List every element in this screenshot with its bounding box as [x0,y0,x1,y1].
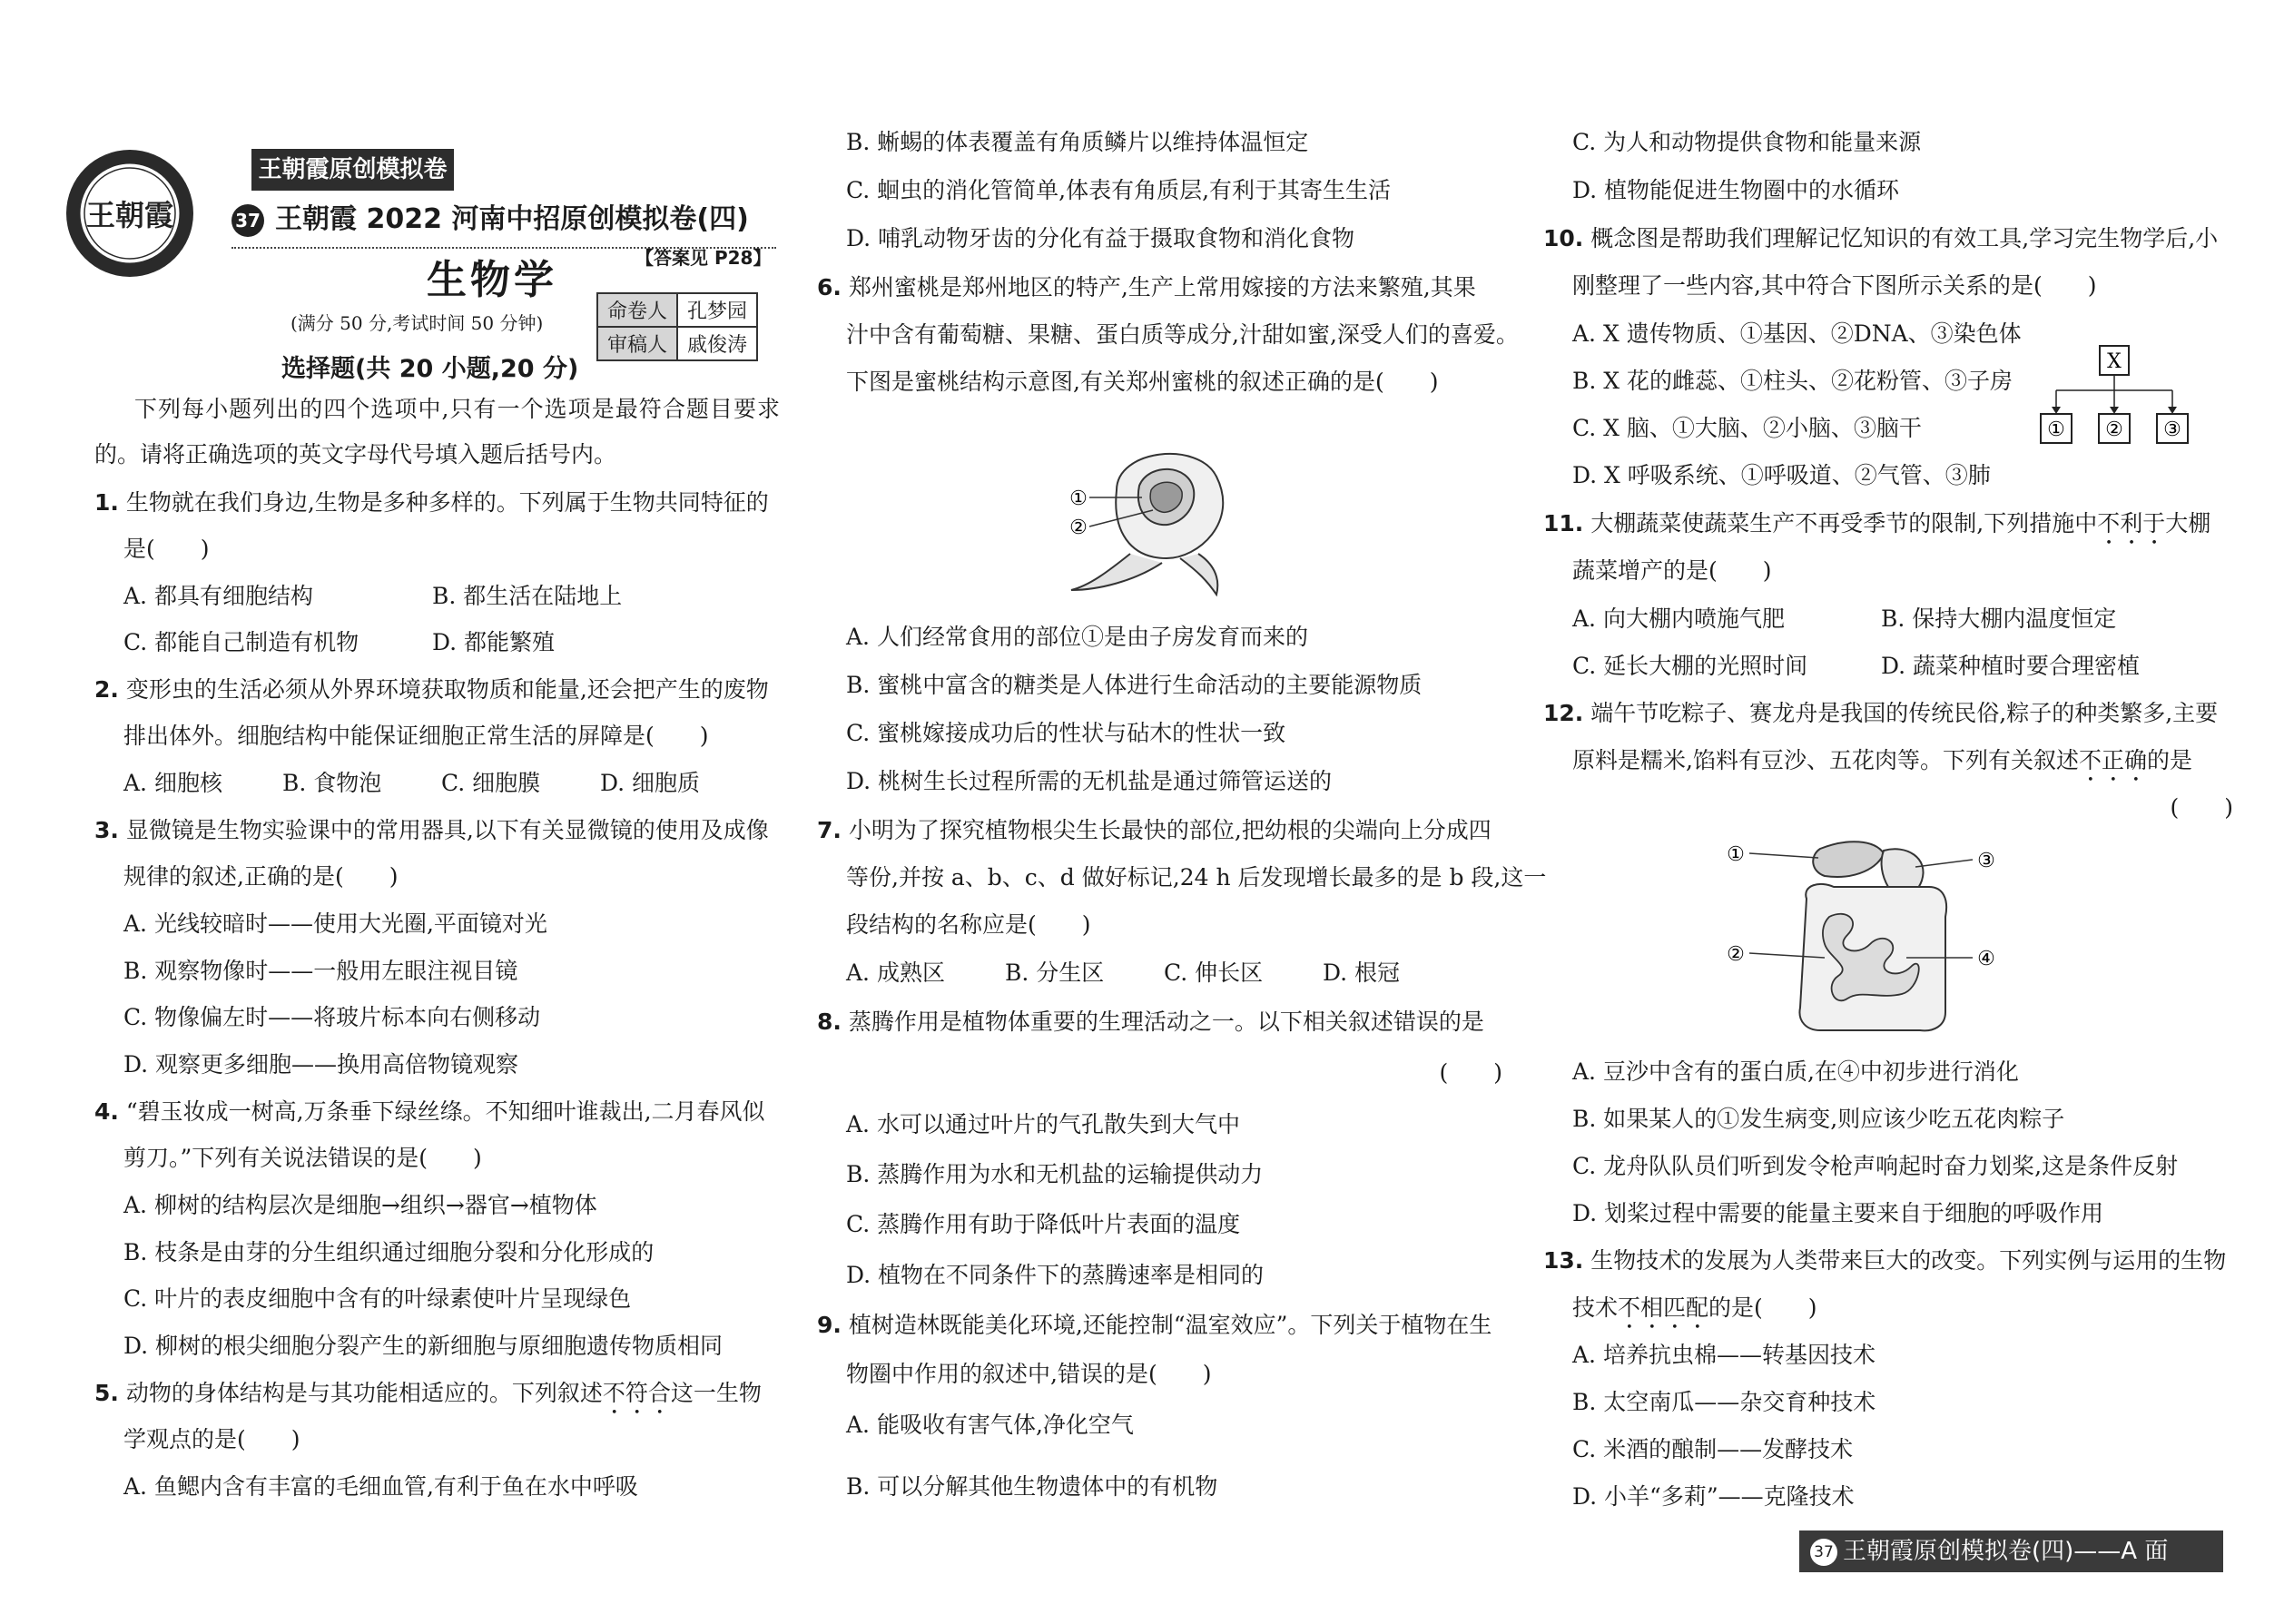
option-b: B. 蜜桃中富含的糖类是人体进行生命活动的主要能源物质 [846,672,1423,698]
option-b: B. 都生活在陆地上 [432,583,623,609]
option-d: D. 根冠 [1323,960,1401,986]
digestive-label-2: ② [1727,943,1745,966]
question-number: 10. [1543,225,1584,251]
diagram-child: ② [2105,418,2123,441]
option-b: B. 保持大棚内温度恒定 [1881,605,2117,632]
option-a: A. 豆沙中含有的蛋白质,在④中初步进行消化 [1572,1058,2019,1085]
digestive-label-3: ③ [1977,850,1995,872]
instructions-line: 的。请将正确选项的英文字母代号填入题后括号内。 [94,441,617,468]
option-b: B. X 花的雌蕊、①柱头、②花粉管、③子房 [1572,368,2013,394]
question-text: 的是 [2146,747,2192,773]
question-text-cont: 规律的叙述,正确的是( ) [123,863,399,890]
question-13 [1543,1245,2233,1276]
option-b: B. 枝条是由芽的分生组织通过细胞分裂和分化形成的 [123,1239,655,1265]
emphasis-text: 不符合 [602,1380,671,1406]
diagram-child: ③ [2163,418,2181,441]
series-badge: 37 [231,204,264,237]
brand-tag: 王朝霞原创模拟卷 [251,149,454,191]
option-b: B. 如果某人的①发生病变,则应该少吃五花肉粽子 [1572,1106,2065,1132]
question-number: 13. [1543,1247,1584,1274]
question-8 [817,1007,1502,1038]
digestive-label-1: ① [1727,843,1745,866]
options-row [94,581,780,612]
option-c: C. 米酒的酿制——发酵技术 [1572,1436,1854,1462]
option-c: C. 叶片的表皮细胞中含有的叶绿素使叶片呈现绿色 [123,1285,632,1312]
option-d: D. 柳树的根尖细胞分裂产生的新细胞与原细胞遗传物质相同 [123,1333,724,1359]
option-d: D. 桃树生长过程所需的无机盐是通过筛管运送的 [846,768,1333,794]
option-b: B. 分生区 [1005,960,1105,986]
options-row [94,768,780,799]
question-text: “碧玉妆成一树高,万条垂下绿丝绦。不知细叶谁裁出,二月春风似 [125,1098,765,1125]
answer-paren: ( ) [1439,1059,1502,1086]
question-3 [94,815,780,846]
question-number: 1. [94,489,119,516]
question-number: 12. [1543,700,1584,726]
diagram-root: X [2107,350,2122,373]
question-1 [94,487,780,518]
option-c: C. 延长大棚的光照时间 [1572,653,1808,679]
logo-text: 王朝霞 [85,198,174,232]
question-text-cont: 下图是蜜桃结构示意图,有关郑州蜜桃的叙述正确的是( ) [846,369,1439,395]
option-c: C. 为人和动物提供食物和能量来源 [1572,129,1922,155]
option-a: A. 柳树的结构层次是细胞→组织→器官→植物体 [123,1192,597,1218]
question-text: 生物技术的发展为人类带来巨大的改变。下列实例与运用的生物 [1590,1247,2227,1274]
options-row [817,958,1502,989]
question-number: 5. [94,1380,119,1406]
option-c: C. 物像偏左时——将玻片标本向右侧移动 [123,1004,541,1030]
option-c: C. 龙舟队队员们听到发令枪声响起时奋力划桨,这是条件反射 [1572,1153,2179,1179]
question-text-cont: 物圈中作用的叙述中,错误的是( ) [846,1361,1212,1387]
question-text: 端午节吃粽子、赛龙舟是我国的传统民俗,粽子的种类繁多,主要 [1590,700,2219,726]
subject-title: 生物学 [427,257,557,303]
question-text: 动物的身体结构是与其功能相适应的。下列叙述 [125,1380,603,1406]
peach-label-1: ① [1069,487,1088,510]
question-text: 原料是糯米,馅料有豆沙、五花肉等。下列有关叙述 [1572,747,2079,773]
option-b: B. 观察物像时——一般用左眼注视目镜 [123,958,518,984]
question-text: 技术 [1572,1294,1619,1321]
staff-row [597,293,757,327]
options-row [1543,651,2233,682]
option-c: C. 细胞膜 [441,770,541,796]
option-a: A. 水可以通过叶片的气孔散失到大气中 [846,1111,1240,1137]
question-text-cont: 排出体外。细胞结构中能保证细胞正常生活的屏障是( ) [123,723,709,749]
option-a: A. 光线较暗时——使用大光圈,平面镜对光 [123,910,547,937]
question-text-cont [1543,745,2233,787]
peach-diagram [1062,436,1262,599]
staff-row [597,327,757,360]
question-text-cont: 段结构的名称应是( ) [846,911,1091,938]
question-text: 的是( ) [1708,1294,1817,1321]
question-9 [817,1310,1502,1341]
diagram-child: ① [2047,418,2065,441]
question-text: 显微镜是生物实验课中的常用器具,以下有关显微镜的使用及成像 [125,817,769,843]
option-d: D. 蔬菜种植时要合理密植 [1881,653,2141,679]
option-d: D. 植物在不同条件下的蒸腾速率是相同的 [846,1262,1265,1288]
footer-badge: 37 [1810,1539,1837,1566]
emphasis-text: 不正确 [2078,747,2147,773]
question-2 [94,674,780,705]
emphasis-text: 不相匹配 [1618,1294,1709,1321]
option-a: A. 人们经常食用的部位①是由子房发育而来的 [846,624,1308,650]
answer-paren: ( ) [2170,794,2233,821]
question-text-cont: 蔬菜增产的是( ) [1572,557,1772,584]
question-text: 大棚蔬菜使蔬菜生产不再受季节的限制,下列措施中 [1590,510,2098,536]
question-6 [817,272,1502,303]
logo-seal [62,145,198,281]
section-title: 选择题(共 20 小题,20 分) [281,355,579,383]
option-d: D. 观察更多细胞——换用高倍物镜观察 [123,1051,519,1078]
question-text-cont: 学观点的是( ) [123,1426,300,1452]
staff-table [596,292,758,361]
option-c: C. 伸长区 [1164,960,1264,986]
footer-text: 王朝霞原创模拟卷(四)——A 面 [1843,1538,2169,1565]
question-12 [1543,698,2233,729]
emphasis-text: 不利于 [2097,510,2166,536]
question-text: 郑州蜜桃是郑州地区的特产,生产上常用嫁接的方法来繁殖,其果 [848,274,1476,300]
question-11 [1543,508,2233,550]
question-10 [1543,223,2233,254]
option-c: C. 蒸腾作用有助于降低叶片表面的温度 [846,1211,1241,1237]
question-text: 生物就在我们身边,生物是多种多样的。下列属于生物共同特征的 [125,489,769,516]
options-row [1543,604,2233,635]
question-number: 11. [1543,510,1584,536]
question-number: 6. [817,274,842,300]
question-text-cont: 剪刀。”下列有关说法错误的是( ) [123,1145,482,1171]
options-row [94,627,780,658]
page-footer [1799,1530,2223,1572]
question-number: 7. [817,817,842,843]
option-d: D. X 呼吸系统、①呼吸道、②气管、③肺 [1572,462,1991,488]
staff-role: 命卷人 [597,293,677,327]
question-text-cont: 等份,并按 a、b、c、d 做好标记,24 h 后发现增长最多的是 b 段,这一 [846,864,1547,891]
option-c: C. 都能自己制造有机物 [123,629,359,655]
question-number: 2. [94,676,119,703]
option-b: B. 蜥蜴的体表覆盖有角质鳞片以维持体温恒定 [846,129,1309,155]
peach-label-2: ② [1069,517,1088,539]
question-text: 变形虫的生活必须从外界环境获取物质和能量,还会把产生的废物 [125,676,769,703]
digestive-diagram [1711,831,2011,1044]
question-number: 4. [94,1098,119,1125]
question-text-cont [1543,1293,2233,1334]
option-d: D. 细胞质 [600,770,701,796]
option-a: A. 成熟区 [846,960,945,986]
question-text: 小明为了探究植物根尖生长最快的部位,把幼根的尖端向上分成四 [848,817,1492,843]
question-5 [94,1378,780,1420]
series-title [231,196,749,237]
option-a: A. 培养抗虫棉——转基因技术 [1572,1342,1876,1368]
question-7 [817,815,1502,846]
option-c: C. 蛔虫的消化管简单,体表有角质层,有利于其寄生生活 [846,177,1392,203]
option-a: A. 都具有细胞结构 [123,583,313,609]
option-d: D. 划桨过程中需要的能量主要来自于细胞的呼吸作用 [1572,1200,2104,1226]
option-a: A. 细胞核 [123,770,222,796]
instructions-line: 下列每小题列出的四个选项中,只有一个选项是最符合题目要求 [134,396,780,422]
question-number: 9. [817,1312,842,1338]
question-text: 大棚 [2165,510,2211,536]
question-4 [94,1097,780,1127]
option-d: D. 小羊“多莉”——克隆技术 [1572,1483,1855,1510]
option-d: D. 植物能促进生物圈中的水循环 [1572,177,1900,203]
option-c: C. X 脑、①大脑、②小脑、③脑干 [1572,415,1922,441]
option-b: B. 可以分解其他生物遗体中的有机物 [846,1473,1218,1500]
score-info: (满分 50 分,考试时间 50 分钟) [290,312,544,334]
option-a: A. X 遗传物质、①基因、②DNA、③染色体 [1572,320,2022,347]
staff-role: 审稿人 [597,327,677,360]
option-a: A. 鱼鳃内含有丰富的毛细血管,有利于鱼在水中呼吸 [123,1473,638,1500]
question-text-cont: 是( ) [123,536,210,562]
option-c: C. 蜜桃嫁接成功后的性状与砧木的性状一致 [846,720,1286,746]
question-number: 8. [817,1009,842,1035]
option-b: B. 太空南瓜——杂交育种技术 [1572,1389,1876,1415]
staff-name: 戚俊涛 [677,327,757,360]
question-number: 3. [94,817,119,843]
option-d: D. 哺乳动物牙齿的分化有益于摄取食物和消化食物 [846,225,1355,251]
option-a: A. 向大棚内喷施气肥 [1572,605,1785,632]
question-text: 植树造林既能美化环境,还能控制“温室效应”。下列关于植物在生 [848,1312,1492,1338]
option-b: B. 蒸腾作用为水和无机盐的运输提供动力 [846,1161,1264,1187]
question-text: 概念图是帮助我们理解记忆知识的有效工具,学习完生物学后,小 [1590,225,2219,251]
option-a: A. 能吸收有害气体,净化空气 [846,1412,1134,1438]
question-text: 这一生物 [670,1380,762,1406]
question-text-cont: 刚整理了一些内容,其中符合下图所示关系的是( ) [1572,272,2097,299]
question-text-cont: 汁中含有葡萄糖、果糖、蛋白质等成分,汁甜如蜜,深受人们的喜爱。 [846,321,1519,348]
question-text: 蒸腾作用是植物体重要的生理活动之一。以下相关叙述错误的是 [848,1009,1484,1035]
digestive-label-4: ④ [1977,948,1995,970]
answer-reference: 【答案见 P28】 [635,247,772,269]
concept-diagram [2038,343,2192,448]
option-b: B. 食物泡 [282,770,382,796]
option-d: D. 都能繁殖 [432,629,556,655]
staff-name: 孔梦园 [677,293,757,327]
series-title-text: 王朝霞 2022 河南中招原创模拟卷(四) [275,203,749,235]
